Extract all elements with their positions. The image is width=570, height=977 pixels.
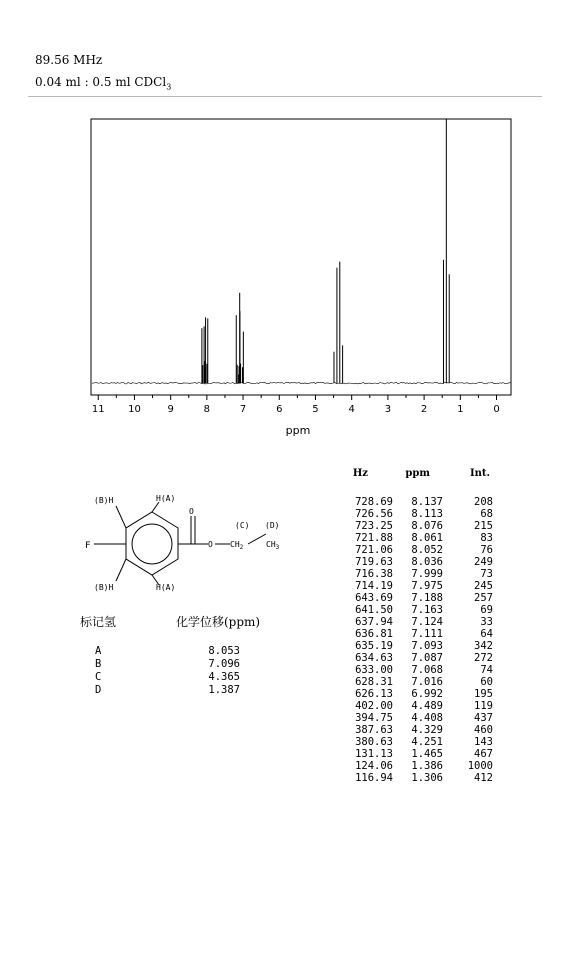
peak-hz-cell: 626.13 xyxy=(355,688,393,700)
peak-hz-cell: 719.63 xyxy=(355,556,393,568)
peak-hz-cell: 634.63 xyxy=(355,652,393,664)
assignment-row xyxy=(95,684,240,697)
peak-table-row xyxy=(340,532,493,544)
x-axis-tick-label: 9 xyxy=(167,404,174,415)
peak-hz-cell: 131.13 xyxy=(355,748,393,760)
peak-hz-cell: 721.06 xyxy=(355,544,393,556)
label-h-a-bottom: H(A) xyxy=(156,583,176,592)
peak-hz-cell: 387.63 xyxy=(355,724,393,736)
peak-table-row xyxy=(340,748,493,760)
peak-table-row xyxy=(340,544,493,556)
peak-hz-cell: 728.69 xyxy=(355,496,393,508)
label-c: (C) xyxy=(235,521,250,530)
assignment-label: C xyxy=(95,671,102,683)
peak-hz-cell: 633.00 xyxy=(355,664,393,676)
peak-table-header-hz: Hz xyxy=(352,468,368,479)
label-d: (D) xyxy=(265,521,280,530)
peak-table-row xyxy=(340,508,493,520)
nmr-spectrum-chart xyxy=(0,0,570,450)
x-axis-tick-label: 8 xyxy=(203,404,211,415)
peak-int-cell: 460 xyxy=(474,724,493,736)
label-ch2 xyxy=(230,540,244,551)
ch2-text: CH xyxy=(230,540,240,549)
peak-ppm-cell: 8.137 xyxy=(411,496,443,508)
peak-ppm-cell: 7.163 xyxy=(411,604,443,616)
peak-hz-cell: 116.94 xyxy=(355,772,393,784)
spectrometer-frequency: 89.56 MHz xyxy=(35,53,103,67)
peak-ppm-cell: 8.076 xyxy=(411,520,443,532)
peak-table-row xyxy=(340,700,493,712)
peak-int-cell: 68 xyxy=(480,508,493,520)
peak-ppm-cell: 7.111 xyxy=(411,628,443,640)
peak-hz-cell: 643.69 xyxy=(355,592,393,604)
assignment-label: A xyxy=(95,645,102,657)
peak-hz-cell: 716.38 xyxy=(355,568,393,580)
assignment-label: D xyxy=(95,684,102,696)
peak-ppm-cell: 8.052 xyxy=(411,544,443,556)
aromatic-circle xyxy=(132,524,172,564)
peak-table-row xyxy=(340,592,493,604)
x-axis-tick-label: 1 xyxy=(457,404,464,415)
peak-table-row xyxy=(340,688,493,700)
peak-ppm-cell: 7.124 xyxy=(411,616,443,628)
label-ester-oxygen: O xyxy=(208,540,213,549)
peak-ppm-cell: 4.489 xyxy=(411,700,443,712)
ch2-subscript: 2 xyxy=(239,544,244,551)
assignment-shift: 1.387 xyxy=(208,684,240,696)
peak-ppm-cell: 8.061 xyxy=(411,532,443,544)
peak-hz-cell: 714.19 xyxy=(355,580,393,592)
peak-table-row xyxy=(340,736,493,748)
peak-int-cell: 76 xyxy=(480,544,493,556)
peak-table-row xyxy=(340,724,493,736)
peak-table-header-ppm: ppm xyxy=(405,468,430,479)
assignment-label-header: 标记氢 xyxy=(80,615,117,629)
peak-table-row xyxy=(340,496,493,508)
peak-table-row xyxy=(340,772,493,784)
peak-hz-cell: 637.94 xyxy=(355,616,393,628)
peak-ppm-cell: 7.016 xyxy=(411,676,443,688)
assignment-label: B xyxy=(95,658,102,670)
peak-table-row xyxy=(340,676,493,688)
label-h-b-bottom: (B)H xyxy=(94,583,114,592)
label-h-b-top: (B)H xyxy=(94,496,114,505)
peak-hz-cell: 124.06 xyxy=(355,760,393,772)
x-axis-tick-label: 5 xyxy=(312,404,319,415)
peak-int-cell: 208 xyxy=(474,496,493,508)
peak-hz-cell: 628.31 xyxy=(355,676,393,688)
peak-int-cell: 60 xyxy=(480,676,493,688)
peak-int-cell: 437 xyxy=(474,712,493,724)
peak-int-cell: 245 xyxy=(474,580,493,592)
peak-int-cell: 195 xyxy=(474,688,493,700)
peak-ppm-cell: 7.068 xyxy=(411,664,443,676)
peak-ppm-cell: 6.992 xyxy=(411,688,443,700)
assignment-shift: 8.053 xyxy=(208,645,240,657)
peak-table-row xyxy=(340,640,493,652)
peak-int-cell: 249 xyxy=(474,556,493,568)
peak-int-cell: 467 xyxy=(474,748,493,760)
label-carbonyl-oxygen: O xyxy=(189,507,194,516)
bond-h-b-top xyxy=(116,506,126,528)
x-axis-tick-label: 0 xyxy=(493,404,500,415)
peak-hz-cell: 723.25 xyxy=(355,520,393,532)
peak-ppm-cell: 7.087 xyxy=(411,652,443,664)
peak-int-cell: 74 xyxy=(480,664,493,676)
peak-ppm-cell: 1.306 xyxy=(411,772,443,784)
peak-int-cell: 257 xyxy=(474,592,493,604)
x-axis-tick-label: 6 xyxy=(276,404,283,415)
peak-ppm-cell: 1.386 xyxy=(411,760,443,772)
label-ch3 xyxy=(266,540,280,551)
peak-int-cell: 1000 xyxy=(467,760,493,772)
x-axis-tick-label: 2 xyxy=(420,404,428,415)
assignment-shift-header: 化学位移(ppm) xyxy=(176,615,261,629)
peak-hz-cell: 636.81 xyxy=(355,628,393,640)
ch3-text: CH xyxy=(266,540,276,549)
assignment-row xyxy=(95,671,240,684)
peak-int-cell: 342 xyxy=(474,640,493,652)
assignment-shift: 4.365 xyxy=(208,671,240,683)
peak-hz-cell: 635.19 xyxy=(355,640,393,652)
peak-table-row xyxy=(340,568,493,580)
peak-ppm-cell: 1.465 xyxy=(411,748,443,760)
peak-int-cell: 64 xyxy=(480,628,493,640)
bond-ch2-ch3 xyxy=(248,534,266,544)
x-axis-tick-label: 3 xyxy=(384,404,392,415)
peak-ppm-cell: 4.329 xyxy=(411,724,443,736)
plot-frame xyxy=(91,119,511,395)
peak-ppm-cell: 4.408 xyxy=(411,712,443,724)
peak-ppm-cell: 4.251 xyxy=(411,736,443,748)
peak-table-row xyxy=(340,652,493,664)
peak-int-cell: 272 xyxy=(474,652,493,664)
peak-ppm-cell: 7.188 xyxy=(411,592,443,604)
peak-hz-cell: 402.00 xyxy=(355,700,393,712)
peak-ppm-cell: 7.975 xyxy=(411,580,443,592)
label-h-a-top: H(A) xyxy=(156,494,176,503)
peak-list-table xyxy=(340,468,493,784)
peak-table-row xyxy=(340,520,493,532)
peak-table-row xyxy=(340,712,493,724)
peak-int-cell: 119 xyxy=(474,700,493,712)
peak-ppm-cell: 8.036 xyxy=(411,556,443,568)
peak-ppm-cell: 8.113 xyxy=(411,508,443,520)
label-fluorine: F xyxy=(85,541,91,551)
peak-int-cell: 83 xyxy=(480,532,493,544)
peak-hz-cell: 721.88 xyxy=(355,532,393,544)
peak-hz-cell: 394.75 xyxy=(355,712,393,724)
bond-h-b-bottom xyxy=(116,559,126,581)
peak-table-row xyxy=(340,760,493,772)
sample-subscript: 3 xyxy=(166,82,172,92)
x-axis-tick-label: 11 xyxy=(91,404,105,415)
ethyl-4-fluorobenzoate-structure xyxy=(80,486,300,596)
sample-text: 0.04 ml : 0.5 ml CDCl xyxy=(35,75,167,89)
peak-int-cell: 69 xyxy=(480,604,493,616)
peak-int-cell: 73 xyxy=(480,568,493,580)
peak-hz-cell: 726.56 xyxy=(355,508,393,520)
peak-table-row xyxy=(340,580,493,592)
assignment-table xyxy=(95,645,240,697)
peak-table-row xyxy=(340,628,493,640)
x-axis-tick-label: 10 xyxy=(128,404,141,415)
assignment-row xyxy=(95,658,240,671)
ch3-subscript: 3 xyxy=(275,544,280,551)
peak-table-header-int: Int. xyxy=(469,468,490,479)
peak-table-row xyxy=(340,604,493,616)
peak-table-header xyxy=(340,468,493,480)
peak-table-row xyxy=(340,556,493,568)
x-axis-label: ppm xyxy=(285,424,311,437)
peak-hz-cell: 641.50 xyxy=(355,604,393,616)
x-axis-tick-label: 7 xyxy=(239,404,247,415)
peak-int-cell: 412 xyxy=(474,772,493,784)
assignment-row xyxy=(95,645,240,658)
assignment-shift: 7.096 xyxy=(208,658,240,670)
peak-int-cell: 215 xyxy=(474,520,493,532)
peak-int-cell: 143 xyxy=(474,736,493,748)
bond-h-a-top xyxy=(152,502,159,512)
peak-hz-cell: 380.63 xyxy=(355,736,393,748)
spectrum-baseline xyxy=(92,382,511,384)
benzene-ring xyxy=(126,512,178,575)
peak-ppm-cell: 7.093 xyxy=(411,640,443,652)
peak-int-cell: 33 xyxy=(480,616,493,628)
x-axis-tick-label: 4 xyxy=(348,404,355,415)
peak-table-row xyxy=(340,616,493,628)
peak-table-row xyxy=(340,664,493,676)
peak-ppm-cell: 7.999 xyxy=(411,568,443,580)
